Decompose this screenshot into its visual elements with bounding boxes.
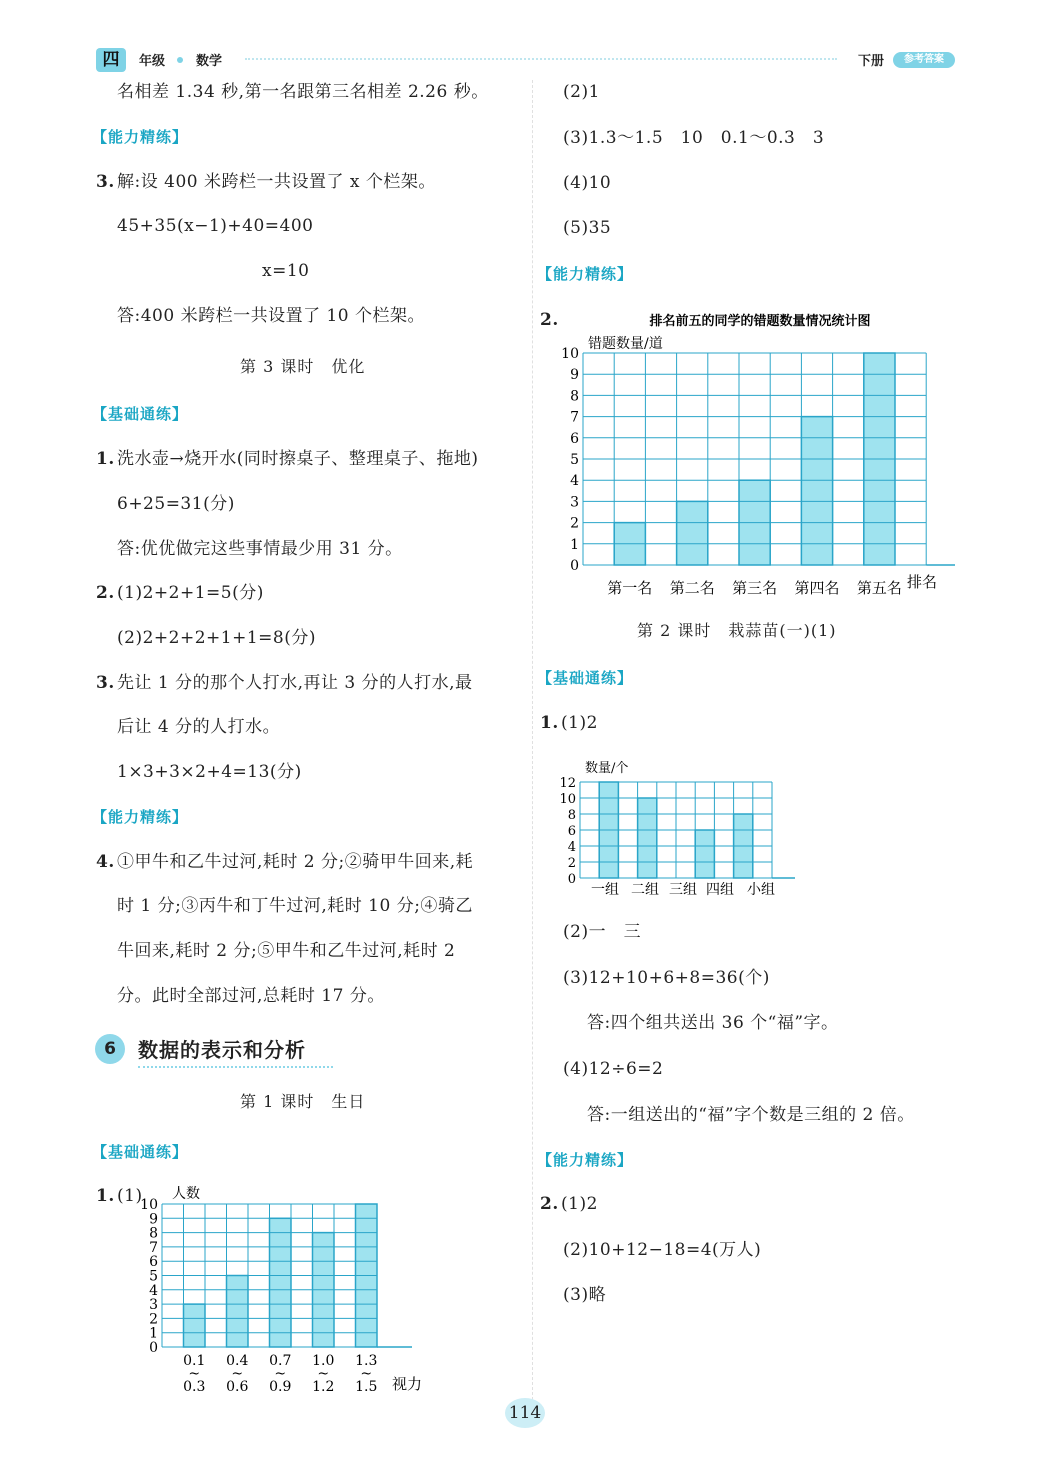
x-axis-label: 排名: [907, 573, 938, 591]
text-line: (1): [117, 1186, 143, 1206]
question-number: 4.: [96, 852, 115, 872]
x-tick-label: 0.1: [183, 1353, 206, 1369]
bar: [638, 798, 657, 878]
x-tick-label: 1.0: [312, 1353, 335, 1369]
mistakes-bar-chart: [555, 305, 955, 595]
y-tick-label: 3: [570, 494, 579, 511]
text-line: 先让 1 分的那个人打水,再让 3 分的人打水,最: [117, 673, 473, 693]
lesson-title: 第 1 课时 生日: [240, 1092, 366, 1111]
x-tick-label: 0.7: [269, 1353, 292, 1369]
y-tick-label: 2: [149, 1311, 158, 1328]
question-number: 1.: [96, 449, 115, 469]
answer-line: 答:四个组共送出 36 个“福”字。: [587, 1013, 839, 1033]
answer-line: (2)一 三: [563, 922, 642, 942]
equation-line: 45+35(x−1)+40=400: [117, 216, 314, 236]
subject-label: 数学: [196, 54, 223, 69]
bar: [695, 830, 714, 878]
y-tick-label: 3: [149, 1297, 158, 1314]
question-number: 2.: [540, 1194, 559, 1214]
equation-line: x=10: [262, 261, 310, 281]
x-tick-label: 1.5: [355, 1379, 378, 1395]
equation-line: (2)2+2+2+1+1=8(分): [117, 628, 316, 648]
text-line: 后让 4 分的人打水。: [117, 717, 281, 737]
y-tick-label: 1: [570, 536, 579, 553]
question-number: 1.: [96, 1186, 115, 1206]
x-tick-tilde: ~: [231, 1366, 244, 1382]
lesson-title: 第 2 课时 栽蒜苗(一)(1): [637, 621, 837, 640]
answer-line: (2)1: [563, 82, 600, 102]
section-tag: 【基础通练】: [537, 669, 634, 687]
equation-line: 1×3+3×2+4=13(分): [117, 762, 302, 782]
grade-badge: 四: [96, 48, 126, 72]
bar: [677, 501, 708, 565]
chart-title: 排名前五的同学的错题数量情况统计图: [649, 314, 871, 329]
text-line: ①甲牛和乙牛过河,耗时 2 分;②骑甲牛回来,耗: [117, 852, 474, 872]
x-tick-label: 第一名: [607, 579, 653, 595]
question-number: 1.: [540, 713, 559, 733]
column-divider: [532, 80, 533, 1400]
bar: [801, 417, 832, 565]
text-line: 牛回来,耗时 2 分;⑤甲牛和乙牛过河,耗时 2: [117, 941, 456, 961]
y-tick-label: 10: [140, 1197, 158, 1213]
section-rule: [138, 1066, 333, 1068]
text-line: 时 1 分;③丙牛和丁牛过河,耗时 10 分;④骑乙: [117, 896, 473, 916]
equation-line: 6+25=31(分): [117, 494, 235, 514]
vision-bar-chart: [140, 1178, 440, 1398]
answer-line: (1)2: [561, 1194, 598, 1214]
bar: [270, 1218, 292, 1347]
x-axis-label: 小组: [747, 882, 775, 898]
answer-line: 答:一组送出的“福”字个数是三组的 2 倍。: [587, 1105, 915, 1125]
y-tick-label: 0: [567, 872, 576, 887]
answer-line: (1)2: [561, 713, 598, 733]
y-tick-label: 10: [561, 346, 579, 362]
answer-pill: 参考答案: [893, 52, 955, 68]
text-line: 洗水壶→烧开水(同时擦桌子、整理桌子、拖地): [117, 449, 479, 469]
y-tick-label: 4: [567, 840, 576, 855]
question-number: 3.: [96, 172, 115, 192]
y-tick-label: 0: [149, 1340, 158, 1356]
y-tick-label: 5: [149, 1268, 158, 1285]
y-tick-label: 8: [149, 1225, 158, 1242]
x-tick-tilde: ~: [360, 1366, 373, 1382]
answer-line: (3)略: [563, 1285, 607, 1305]
x-tick-label: 0.9: [269, 1379, 292, 1395]
y-tick-label: 2: [567, 856, 576, 871]
answer-line: (5)35: [563, 218, 612, 238]
text-line: 解:设 400 米跨栏一共设置了 x 个栏架。: [117, 172, 436, 192]
y-tick-label: 9: [570, 367, 579, 384]
question-number: 3.: [96, 673, 115, 693]
answer-line: 答:400 米跨栏一共设置了 10 个栏架。: [117, 306, 426, 326]
y-axis-label: 人数: [172, 1186, 200, 1202]
section-tag: 【基础通练】: [92, 405, 189, 423]
x-tick-label: 0.4: [226, 1353, 249, 1369]
y-tick-label: 8: [567, 808, 576, 823]
x-tick-label: 四组: [706, 882, 734, 898]
y-axis-label: 错题数量/道: [588, 336, 663, 352]
equation-line: (1)2+2+1=5(分): [117, 583, 264, 603]
bar: [184, 1304, 206, 1347]
x-tick-label: 第四名: [794, 579, 840, 595]
y-tick-label: 2: [570, 515, 579, 532]
text-line: 分。此时全部过河,总耗时 17 分。: [117, 986, 385, 1006]
y-tick-label: 7: [570, 409, 579, 426]
y-tick-label: 1: [149, 1325, 158, 1342]
x-tick-label: 第三名: [732, 579, 778, 595]
volume-label: 下册: [858, 54, 885, 69]
header-dot: [177, 57, 183, 63]
y-tick-label: 6: [570, 430, 579, 447]
answer-line: 答:优优做完这些事情最少用 31 分。: [117, 539, 403, 559]
y-tick-label: 10: [559, 792, 576, 807]
y-tick-label: 0: [570, 558, 579, 574]
x-tick-label: 第五名: [856, 579, 902, 595]
x-tick-label: 一组: [591, 882, 619, 898]
y-axis-label: 数量/个: [585, 761, 629, 776]
x-tick-label: 1.3: [355, 1353, 378, 1369]
x-tick-tilde: ~: [317, 1366, 330, 1382]
equation-line: (3)12+10+6+8=36(个): [563, 968, 770, 988]
lesson-title: 第 3 课时 优化: [240, 357, 366, 376]
question-number: 2.: [96, 583, 115, 603]
x-tick-label: 二组: [631, 882, 659, 898]
section-number: 6: [95, 1034, 125, 1064]
answer-line: (3)1.3～1.5 10 0.1～0.3 3: [563, 128, 825, 148]
question-number: 2.: [540, 310, 559, 330]
bar: [227, 1276, 249, 1348]
y-tick-label: 5: [570, 452, 579, 468]
y-tick-label: 9: [149, 1211, 158, 1228]
section-tag: 【基础通练】: [92, 1143, 189, 1161]
x-tick-label: 0.6: [226, 1379, 249, 1395]
header-rule: [245, 58, 837, 60]
section-tag: 【能力精练】: [92, 808, 189, 826]
x-tick-label: 三组: [669, 882, 697, 898]
y-tick-label: 8: [570, 388, 579, 405]
x-tick-label: 第二名: [669, 579, 715, 595]
y-tick-label: 6: [567, 824, 576, 839]
y-tick-label: 4: [570, 473, 579, 490]
text-line: 名相差 1.34 秒,第一名跟第三名相差 2.26 秒。: [117, 82, 489, 102]
section-tag: 【能力精练】: [92, 128, 189, 146]
equation-line: (4)12÷6=2: [563, 1059, 664, 1079]
y-tick-label: 12: [559, 776, 576, 791]
answer-line: (4)10: [563, 173, 612, 193]
equation-line: (2)10+12−18=4(万人): [563, 1240, 762, 1260]
section-tag: 【能力精练】: [537, 265, 634, 283]
fu-bar-chart: [555, 752, 795, 902]
section-tag: 【能力精练】: [537, 1151, 634, 1169]
x-tick-label: 1.2: [312, 1379, 335, 1395]
y-tick-label: 7: [149, 1239, 158, 1256]
grade-label: 年级: [139, 54, 166, 69]
x-tick-tilde: ~: [188, 1366, 201, 1382]
y-tick-label: 4: [149, 1282, 158, 1299]
x-axis-label: 视力: [392, 1375, 423, 1393]
x-tick-tilde: ~: [274, 1366, 287, 1382]
x-tick-label: 0.3: [183, 1379, 206, 1395]
section-title: 数据的表示和分析: [138, 1038, 306, 1062]
page-number: 114: [505, 1398, 545, 1428]
y-tick-label: 6: [149, 1254, 158, 1271]
